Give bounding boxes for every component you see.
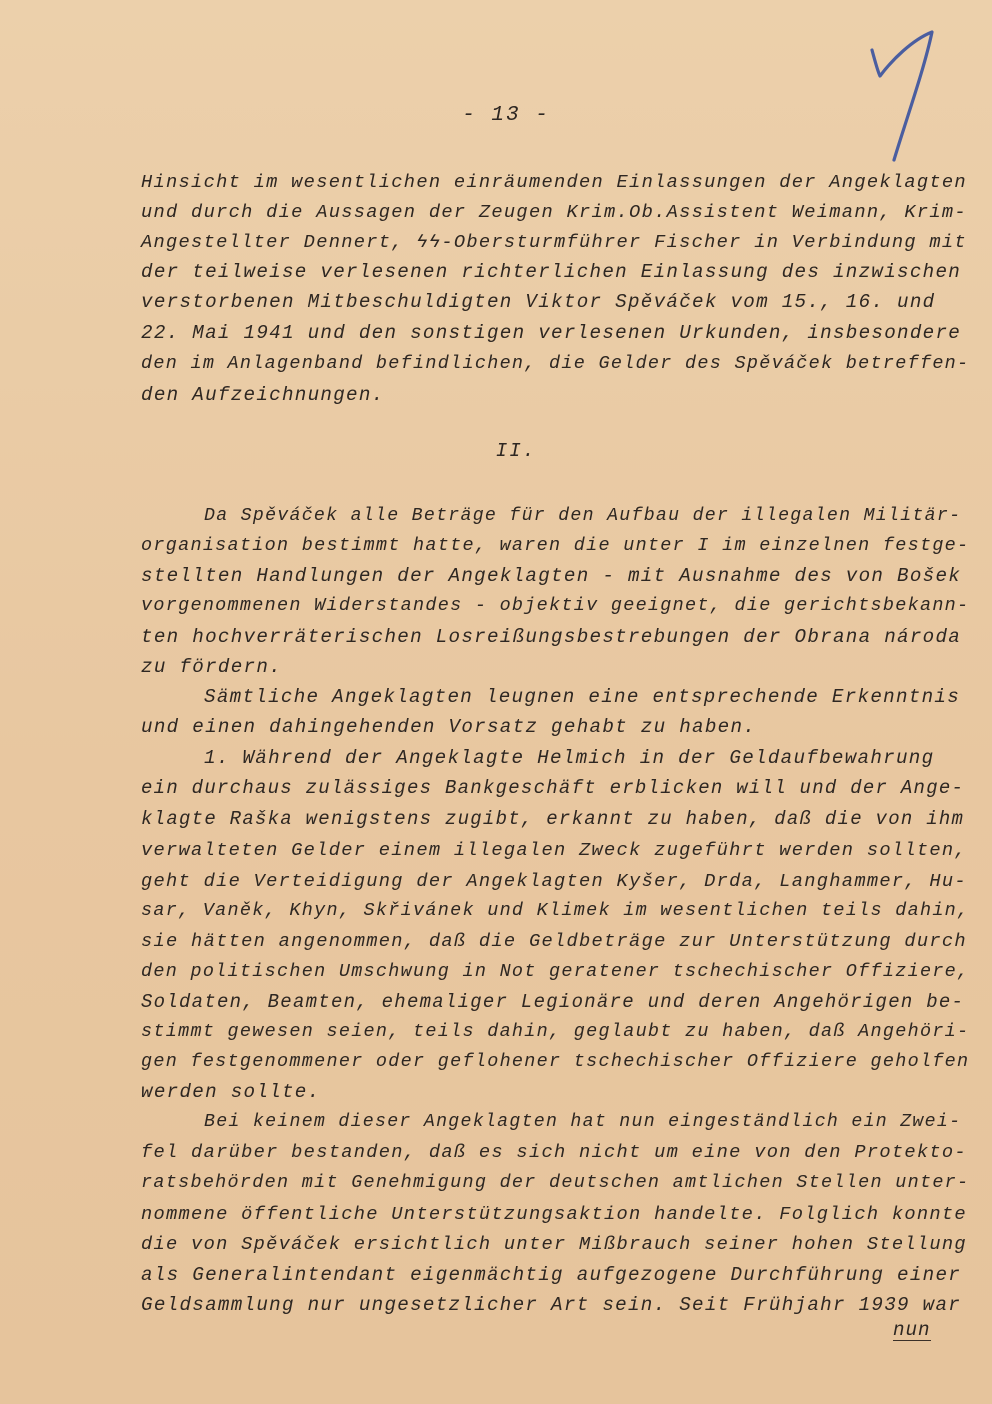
- text-line: ratsbehörden mit Genehmigung der deutschen amtlichen Stellen unter-: [141, 1172, 970, 1193]
- text-line: Geldsammlung nur ungesetzlicher Art sein. Seit Frühjahr 1939 war: [141, 1294, 962, 1316]
- text-line: den Aufzeichnungen.: [141, 384, 385, 406]
- text-line: 1. Während der Angeklagte Helmich in der Geldaufbewahrung: [204, 747, 935, 769]
- text-line: organisation bestimmt hatte, waren die unter I im einzelnen festge-: [141, 535, 970, 556]
- text-line: verstorbenen Mitbeschuldigten Viktor Spěváček vom 15., 16. und: [141, 291, 936, 313]
- text-line: Soldaten, Beamten, ehemaliger Legionäre und deren Angehörigen be-: [141, 991, 965, 1013]
- text-line: geht die Verteidigung der Angeklagten Kyšer, Drda, Langhammer, Hu-: [141, 870, 967, 892]
- text-line: Bei keinem dieser Angeklagten hat nun eingeständlich ein Zwei-: [204, 1112, 962, 1132]
- text-line: stimmt gewesen seien, teils dahin, geglaubt zu haben, daß Angehöri-: [141, 1021, 970, 1042]
- text-line: gen festgenommener oder geflohener tschechischer Offiziere geholfen: [141, 1051, 970, 1072]
- text-line: als Generalintendant eigenmächtig aufgezogene Durchführung einer: [141, 1264, 962, 1286]
- text-line: ein durchaus zulässiges Bankgeschäft erblicken will und der Ange-: [141, 777, 965, 799]
- text-line: ten hochverräterischen Losreißungsbestrebungen der Obrana národa: [141, 626, 962, 648]
- text-line: fel darüber bestanden, daß es sich nicht um eine von den Protekto-: [141, 1141, 967, 1163]
- text-line: zu fördern.: [141, 656, 282, 678]
- text-line: den politischen Umschwung in Not geratener tschechischer Offiziere,: [141, 961, 970, 982]
- text-line: werden sollte.: [141, 1081, 321, 1103]
- text-line: Hinsicht im wesentlichen einräumenden Einlassungen der Angeklagten: [141, 171, 967, 193]
- section-heading: II.: [495, 440, 537, 462]
- text-line: und einen dahingehenden Vorsatz gehabt zu haben.: [141, 716, 757, 738]
- text-line: klagte Raška wenigstens zugibt, erkannt zu haben, daß die von ihm: [141, 808, 965, 830]
- handwritten-folio-number: [862, 10, 952, 170]
- text-line: und durch die Aussagen der Zeugen Krim.Ob.Assistent Weimann, Krim-: [141, 201, 967, 223]
- text-line: Sämtliche Angeklagten leugnen eine entsprechende Erkenntnis: [204, 686, 961, 708]
- text-line: verwalteten Gelder einem illegalen Zweck zugeführt werden sollten,: [141, 839, 967, 861]
- text-line: vorgenommenen Widerstandes - objektiv geeignet, die gerichtsbekann-: [141, 595, 970, 616]
- page-number: - 13 -: [462, 104, 550, 127]
- text-line: stellten Handlungen der Angeklagten - mit Ausnahme des von Bošek: [141, 565, 962, 587]
- text-line: den im Anlagenband befindlichen, die Gelder des Spěváček betreffen-: [141, 353, 970, 374]
- text-line: Angestellter Dennert, ϟϟ-Obersturmführer Fischer in Verbindung mit: [141, 231, 967, 253]
- text-line: sar, Vaněk, Khyn, Skřivánek und Klimek im wesentlichen teils dahin,: [141, 900, 970, 921]
- text-line: der teilweise verlesenen richterlichen Einlassung des inzwischen: [141, 261, 962, 283]
- catchword: nun: [893, 1319, 931, 1341]
- text-line: 22. Mai 1941 und den sonstigen verlesenen Urkunden, insbesondere: [141, 322, 962, 344]
- text-line: nommene öffentliche Unterstützungsaktion handelte. Folglich konnte: [141, 1203, 967, 1225]
- text-line: die von Spěváček ersichtlich unter Mißbrauch seiner hohen Stellung: [141, 1233, 967, 1255]
- text-line: Da Spěváček alle Beträge für den Aufbau der illegalen Militär-: [204, 506, 962, 526]
- text-line: sie hätten angenommen, daß die Geldbeträge zur Unterstützung durch: [141, 930, 967, 952]
